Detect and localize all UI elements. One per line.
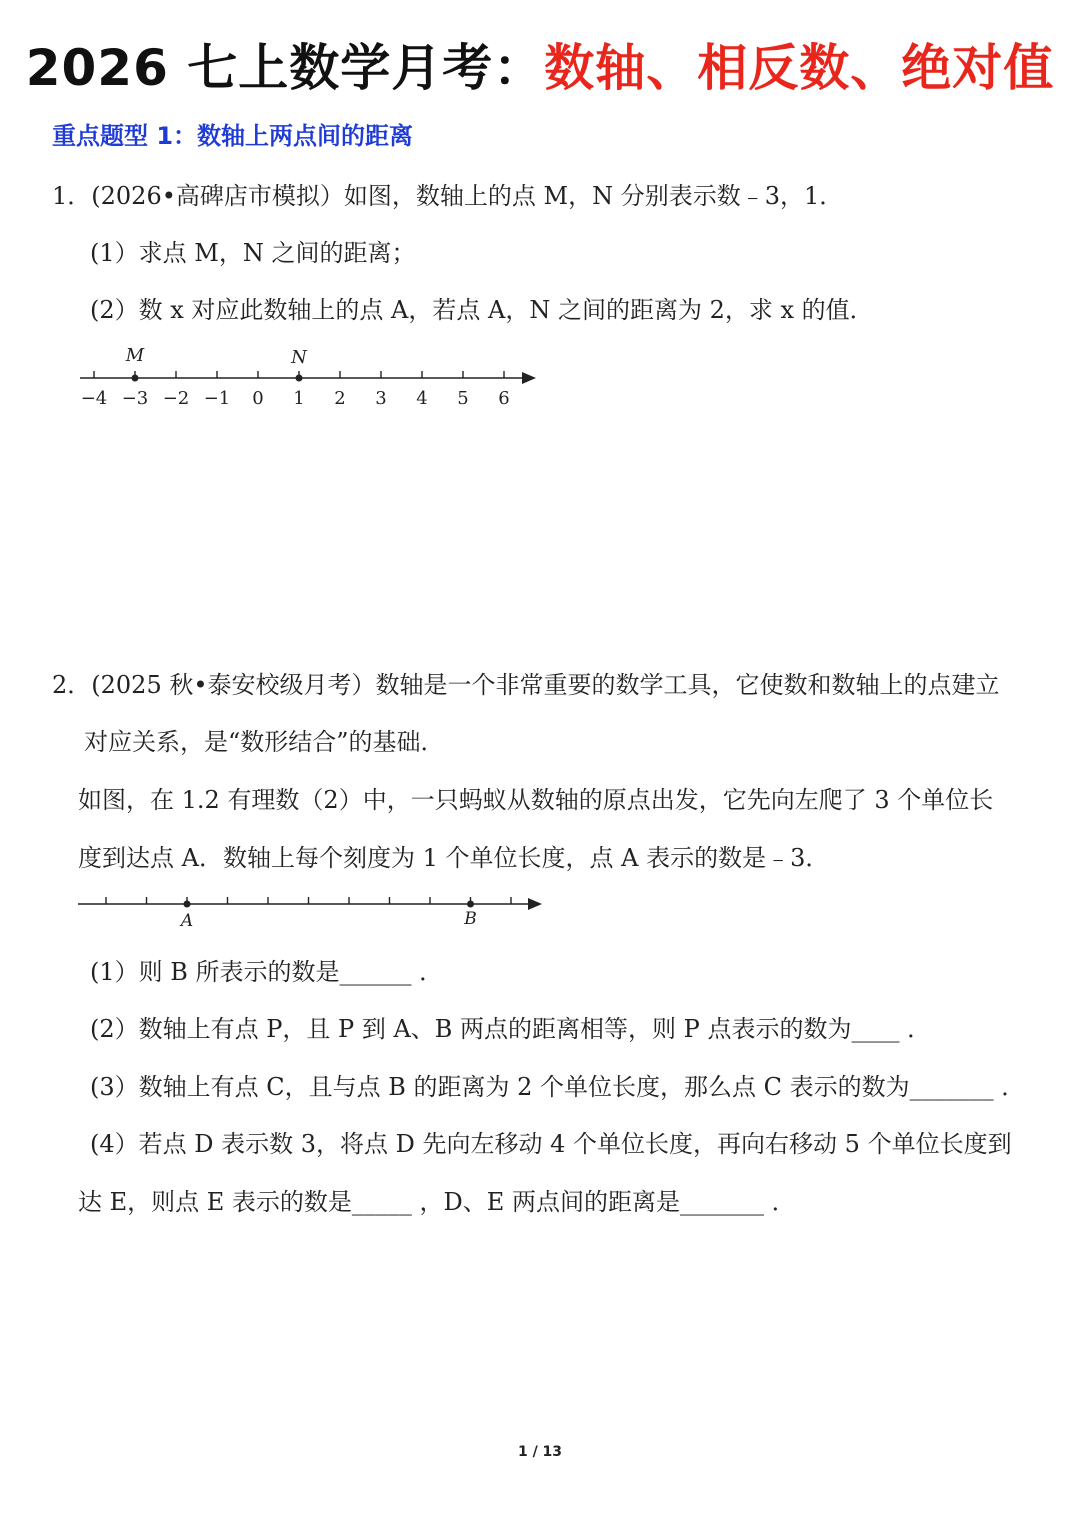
- q2-part2: (2）数轴上有点 P，且 P 到 A、B 两点的距离相等，则 P 点表示的数为____ ．: [90, 1015, 932, 1043]
- tick-label: 6: [498, 388, 510, 409]
- q2-part4-line1: (4）若点 D 表示数 3，将点 D 先向左移动 4 个单位长度，再向右移动 5 个单位长度到: [90, 1130, 1012, 1158]
- q2-stem-line1: 2．(2025 秋•泰安校级月考）数轴是一个非常重要的数学工具，它使数和数轴上的点建立: [52, 671, 1000, 699]
- q1-part1: (1）求点 M，N 之间的距离；: [90, 239, 416, 267]
- tick-label: −2: [162, 388, 190, 409]
- q2-part1: (1）则 B 所表示的数是______ ．: [90, 958, 444, 986]
- tick-label: 3: [375, 388, 387, 409]
- tick-label: 2: [334, 388, 346, 409]
- title-main: 2026 七上数学月考：: [25, 39, 545, 97]
- point-n-label: N: [291, 347, 307, 368]
- page-number: 1 / 13: [517, 1444, 563, 1460]
- q2-part3: (3）数轴上有点 C，且与点 B 的距离为 2 个单位长度，那么点 C 表示的数为_______ ．: [90, 1073, 1026, 1101]
- point-a-label: A: [180, 911, 194, 931]
- q2-number-line: [70, 886, 550, 936]
- axis-arrow-icon: [528, 898, 542, 910]
- point-a: [184, 901, 191, 908]
- q1-number-line: [70, 340, 550, 410]
- q1-part2: (2）数 x 对应此数轴上的点 A，若点 A，N 之间的距离为 2，求 x 的值．: [90, 296, 874, 324]
- page-title: [0, 28, 1080, 100]
- tick-label: −3: [121, 388, 149, 409]
- point-m: [132, 375, 139, 382]
- point-b: [467, 901, 474, 908]
- section-heading: 重点题型 1：数轴上两点间的距离: [52, 122, 414, 150]
- q1-stem: 1．(2026•高碑店市模拟）如图，数轴上的点 M，N 分别表示数﹣3，1．: [52, 182, 844, 210]
- q2-stem-line3: 如图，在 1.2 有理数（2）中，一只蚂蚁从数轴的原点出发，它先向左爬了 3 个单位长: [78, 786, 994, 814]
- point-m-label: M: [125, 345, 145, 366]
- axis-arrow-icon: [522, 372, 536, 384]
- tick-label: 4: [416, 388, 428, 409]
- tick-label: 5: [457, 388, 469, 409]
- tick-label: 0: [252, 388, 264, 409]
- q2-part4-line2: 达 E，则点 E 表示的数是_____ ，D、E 两点间的距离是_______ ．: [78, 1188, 796, 1216]
- q2-stem-line2: 对应关系，是“数形结合”的基础．: [84, 728, 445, 756]
- q2-stem-line4: 度到达点 A．数轴上每个刻度为 1 个单位长度，点 A 表示的数是﹣3．: [78, 844, 830, 872]
- tick-label: 1: [293, 388, 305, 409]
- point-b-label: B: [464, 909, 477, 929]
- tick-label: −1: [203, 388, 231, 409]
- point-n: [296, 375, 303, 382]
- tick-label: −4: [80, 388, 108, 409]
- title-topic: 数轴、相反数、绝对值: [544, 39, 1055, 97]
